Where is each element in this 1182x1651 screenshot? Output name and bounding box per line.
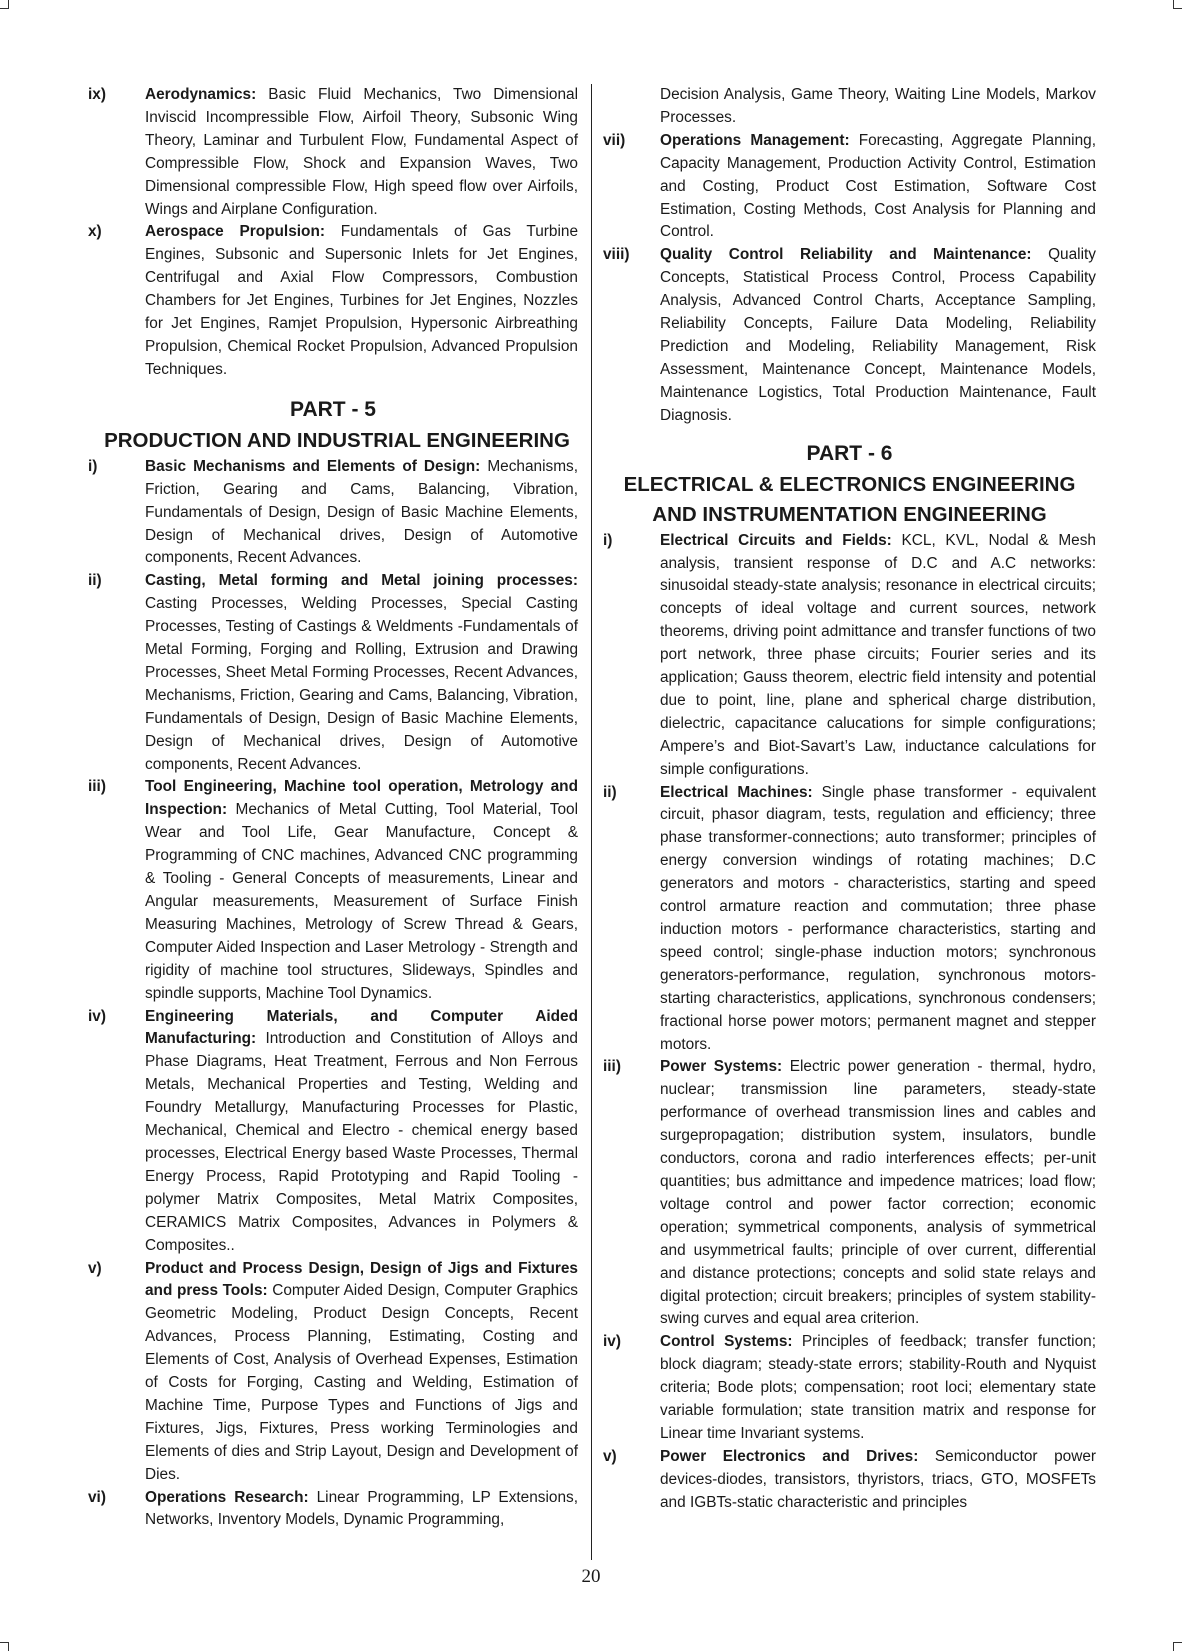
syllabus-item-tool-engineering <box>88 776 578 1005</box>
item-heading: Basic Mechanisms and Elements of Design: <box>145 457 481 475</box>
item-text: Semiconductor power devices-diodes, transistors, thyristors, triacs, GTO, MOSFETs and IGBTs-static characteristic and principles <box>660 1447 1096 1511</box>
syllabus-item-aerodynamics <box>88 84 578 221</box>
item-number: iv) <box>88 1007 106 1025</box>
item-number: ix) <box>88 86 106 103</box>
syllabus-item-continuation <box>603 84 1096 130</box>
part-5-title: PART - 5 <box>290 397 376 421</box>
left-column <box>88 84 578 1532</box>
item-text: Mechanics of Metal Cutting, Tool Material, Tool Wear and Tool Life, Gear Manufacture, Concept & Programming of CNC machines, Advanced CNC programming & Tooling - General Concepts of measurements, Linear and Angular measurements, Measurement of Surface Finish Measuring Machines, Metrology of Screw Thread & Gears, Computer Aided Inspection and Laser Metrology - Strength and rigidity of machine tool structures, Slideways, Spindles and spindle supports, Machine Tool Dynamics. <box>145 801 578 1002</box>
item-text: Basic Fluid Mechanics, Two Dimensional Inviscid Incompressible Flow, Airfoil Theory, Subsonic Wing Theory, Laminar and Turbulent Flow, Fundamental Aspect of Compressible Flow, Shock and Expansion Waves, Two Dimensional compressible Flow, High speed flow over Airfoils, Wings and Airplane Configuration. <box>145 86 578 218</box>
part-6-title: PART - 6 <box>806 441 893 465</box>
item-number: iii) <box>88 778 106 796</box>
crop-mark-bottom-right <box>1173 1642 1182 1651</box>
item-text: Electric power generation - thermal, hydro, nuclear; transmission line parameters, steady-state performance of overhead transmission lines and cables and surgepropagation; distribution system, insulators, bundle conductors, corona and radio interferences effects; per-unit quantities; bus admittance and impedence matrices; load flow; voltage control and power factor correction; economic operation; symmetrical components, analysis of symmetrical and usymmetrical faults; principle of over current, differential and distance protections; concepts and solid state relays and digital protection; circuit breakers; principles of system stability-swing curves and equal area criterion. <box>660 1058 1097 1328</box>
syllabus-item-operations-research <box>88 1487 578 1533</box>
item-number: vii) <box>603 131 626 149</box>
item-number: i) <box>603 531 613 549</box>
item-heading: Quality Control Reliability and Maintenance: <box>660 246 1032 264</box>
item-heading: Power Electronics and Drives: <box>660 1447 919 1465</box>
item-heading: Control Systems: <box>660 1333 793 1351</box>
syllabus-item-casting <box>88 570 578 776</box>
syllabus-item-aerospace-propulsion <box>88 221 578 381</box>
item-text: Casting Processes, Welding Processes, Special Casting Processes, Testing of Castings & Weldments -Fundamentals of Metal Forming, Forging and Rolling, Extrusion and Drawing Processes, Sheet Metal Forming Processes, Recent Advances, Mechanisms, Friction, Gearing and Cams, Balancing, Vibration, Fundamentals of Design, Design of Basic Machine Elements, Design of Mechanical drives, Design of Automotive components, Recent Advances. <box>145 595 578 773</box>
part-5-subtitle: PRODUCTION AND INDUSTRIAL ENGINEERING <box>104 428 570 452</box>
item-heading: Casting, Metal forming and Metal joining processes: <box>145 572 578 590</box>
item-heading: Electrical Machines: <box>660 783 813 801</box>
column-divider <box>591 84 592 1560</box>
item-heading: Operations Management: <box>660 131 850 149</box>
item-text: Computer Aided Design, Computer Graphics Geometric Modeling, Product Design Concepts, Recent Advances, Process Planning, Estimating, Costing and Elements of Cost, Analysis of Overhead Expenses, Estimation of Costs for Forging, Casting and Welding, Estimation of Machine Time, Purpose Types and Functions of Jigs and Fixtures, Jigs, Fixtures, Press working Terminologies and Elements of dies and Strip Layout, Design and Development of Dies. <box>145 1282 579 1483</box>
item-number: i) <box>88 457 98 475</box>
item-text: Introduction and Constitution of Alloys and Phase Diagrams, Heat Treatment, Ferrous and Non Ferrous Metals, Mechanical Properties and Testing, Welding and Foundry Metallurgy, Manufacturing Processes for Plastic, Mechanical, Chemical and Electro - chemical energy based processes, Electrical Energy based Waste Processes, Thermal Energy Process, Rapid Prototyping and Rapid Tooling - polymer Matrix Composites, Metal Matrix Composites, CERAMICS Matrix Composites, Advances in Polymers & Composites.. <box>145 1030 578 1254</box>
item-text: Linear Programming, LP Extensions, Networks, Inventory Models, Dynamic Programming, <box>145 1488 578 1529</box>
item-heading: Aerospace Propulsion: <box>145 223 325 241</box>
item-heading: Product and Process Design, Design of Jigs and Fixtures and press Tools: <box>145 1259 578 1300</box>
syllabus-item-product-process-design <box>88 1258 578 1487</box>
crop-mark-bottom-left <box>0 1642 9 1651</box>
item-heading: Tool Engineering, Machine tool operation, Metrology and Inspection: <box>145 778 578 819</box>
item-heading: Engineering Materials, and Computer Aided Manufacturing: <box>145 1007 578 1048</box>
syllabus-item-operations-management <box>603 130 1096 245</box>
item-number: ii) <box>603 783 617 801</box>
item-text: Single phase transformer - equivalent circuit, phasor diagram, tests, regulation and efficiency; three phase transformer-connections; auto transformer; principles of energy conversion windings of rotating machines; D.C generators and motors - characteristics, starting and speed control armature reaction and commutation; three phase induction motors - performance characteristics, starting and speed control; single-phase induction motors; synchronous generators-performance, regulation, synchronous motors-starting characteristics, applications, synchronous condensers; fractional horse power motors; permanent magnet and stepper motors. <box>660 783 1096 1053</box>
syllabus-item-electrical-machines <box>603 782 1096 1057</box>
crop-mark-top-left <box>0 0 9 9</box>
item-heading: Electrical Circuits and Fields: <box>660 531 892 549</box>
item-number: x) <box>88 223 102 241</box>
item-text: Quality Concepts, Statistical Process Control, Process Capability Analysis, Advanced Control Charts, Acceptance Sampling, Reliability Concepts, Failure Data Modeling, Reliability Prediction and Modeling, Reliability Management, Risk Assessment, Maintenance Concept, Maintenance Models, Maintenance Logistics, Total Production Maintenance, Fault Diagnosis. <box>660 246 1096 424</box>
syllabus-item-electrical-circuits <box>603 530 1096 782</box>
item-text: Decision Analysis, Game Theory, Waiting Line Models, Markov Processes. <box>660 86 1096 126</box>
syllabus-item-power-systems <box>603 1056 1096 1331</box>
item-number: iii) <box>603 1058 621 1076</box>
item-number: viii) <box>603 246 630 264</box>
right-column <box>603 84 1096 1515</box>
syllabus-item-engineering-materials <box>88 1006 578 1258</box>
syllabus-item-control-systems <box>603 1331 1096 1446</box>
item-number: v) <box>603 1447 617 1465</box>
syllabus-item-quality-control <box>603 244 1096 427</box>
part-6-subtitle-line-2: AND INSTRUMENTATION ENGINEERING <box>652 502 1047 526</box>
syllabus-item-basic-mechanisms <box>88 456 578 571</box>
item-text: Mechanisms, Friction, Gearing and Cams, Balancing, Vibration, Fundamentals of Design, Design of Basic Machine Elements, Design of Mechanical drives, Design of Automotive components, Recent Advances. <box>145 457 578 567</box>
item-heading: Aerodynamics: <box>145 86 257 103</box>
item-text: KCL, KVL, Nodal & Mesh analysis, transient response of D.C and A.C networks: sinusoidal steady-state analysis; resonance in electrical circuits; concepts of ideal voltage and current sources, network theorems, driving point admittance and transfer functions of two port network, three phase circuits; Fourier series and its application; Gauss theorem, electric field intensity and potential due to point, line, plane and spherical charge distribution, dielectric, capacitance calucations for simple configurations; Ampere’s and Biot-Savart’s Law, inductance calculations for simple configurations. <box>660 531 1096 778</box>
item-heading: Power Systems: <box>660 1058 783 1076</box>
item-text: Fundamentals of Gas Turbine Engines, Subsonic and Supersonic Inlets for Jet Engines, Centrifugal and Axial Flow Compressors, Combustion Chambers for Jet Engines, Turbines for Jet Engines, Nozzles for Jet Engines, Ramjet Propulsion, Hypersonic Airbreathing Propulsion, Chemical Rocket Propulsion, Advanced Propulsion Techniques. <box>145 223 579 378</box>
item-text: Forecasting, Aggregate Planning, Capacity Management, Production Activity Control, Estimation and Costing, Product Cost Estimation, Software Cost Estimation, Costing Methods, Cost Analysis for Planning and Control. <box>660 131 1096 241</box>
item-number: ii) <box>88 572 102 590</box>
syllabus-item-power-electronics <box>603 1446 1096 1515</box>
page-number: 20 <box>581 1566 601 1587</box>
part-6-subtitle-line-1: ELECTRICAL & ELECTRONICS ENGINEERING <box>623 472 1076 496</box>
item-number: iv) <box>603 1333 621 1351</box>
item-text: Principles of feedback; transfer function; block diagram; steady-state errors; stability-Routh and Nyquist criteria; Bode plots; compensation; root loci; elementary state variable formulation; state transition matrix and response for Linear time Invariant systems. <box>660 1333 1096 1442</box>
crop-mark-top-right <box>1173 0 1182 9</box>
item-heading: Operations Research: <box>145 1488 309 1506</box>
item-number: vi) <box>88 1488 106 1506</box>
item-number: v) <box>88 1259 102 1277</box>
